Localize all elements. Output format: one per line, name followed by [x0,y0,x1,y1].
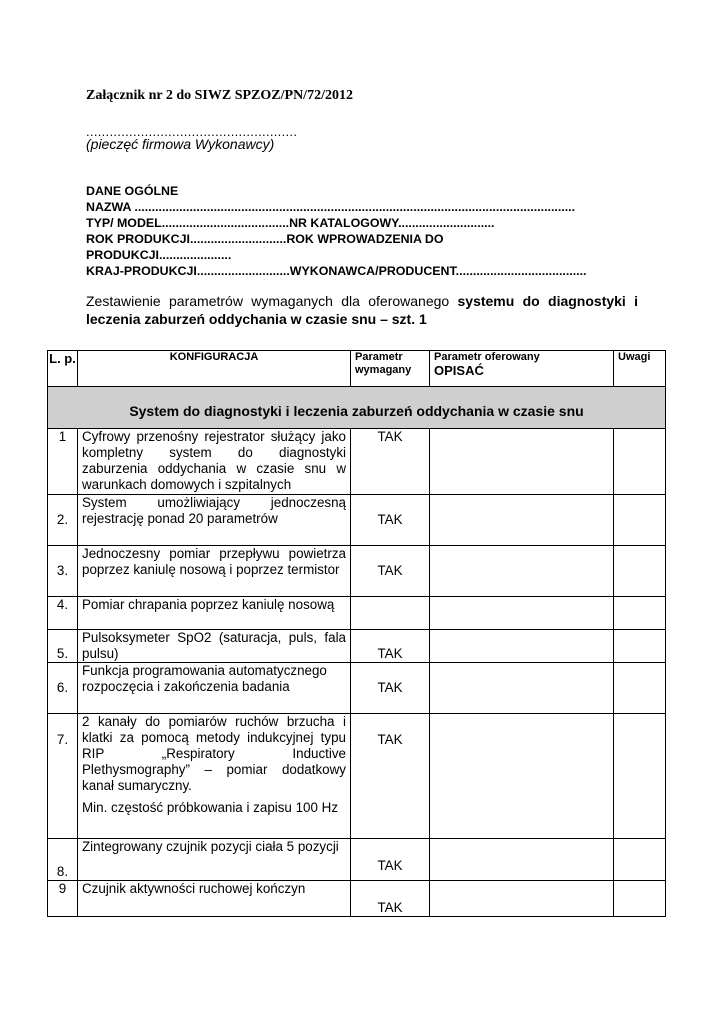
row-offered-cell[interactable] [430,663,614,714]
row-description: Funkcja programowania automatycznego rozpoczęcia i zakończenia badania [78,663,351,714]
row-required: TAK [351,881,430,917]
table-row [48,714,666,839]
row-required: TAK [351,839,430,881]
table-row [48,663,666,714]
row-offered-cell[interactable] [430,597,614,630]
header-lp: L. p. [48,351,78,387]
row-number: 3. [48,546,78,597]
row-required [351,597,430,630]
row-number: 8. [48,839,78,881]
header-konfiguracja: KONFIGURACJA [78,351,351,387]
row-number: 4. [48,597,78,630]
row-required: TAK [351,429,430,495]
header-parametr-oferowany [430,351,614,387]
row-remarks-cell[interactable] [614,429,666,495]
table-row [48,495,666,546]
row-required: TAK [351,630,430,663]
field-rok-produkcji-cont: PRODUKCJI..................... [86,248,232,262]
summary-prefix: Zestawienie parametrów wymaganych dla oferowanego [86,293,458,309]
header-uwagi: Uwagi [614,351,666,387]
row-description: Zintegrowany czujnik pozycji ciała 5 pozycji [78,839,351,881]
row-required: TAK [351,495,430,546]
row-offered-cell[interactable] [430,714,614,839]
field-typ-model: TYP/ MODEL.....................................NR KATALOGOWY............................ [86,216,495,230]
stamp-label: (pieczęć firmowa Wykonawcy) [86,136,275,152]
table-row [48,546,666,597]
row-offered-cell[interactable] [430,630,614,663]
row-number: 5. [48,630,78,663]
header-opisac: OPISAĆ [434,363,484,378]
header-ofer-label: Parametr oferowany [434,351,540,363]
row-description-cell [78,714,351,839]
table-row [48,881,666,917]
row-description: Czujnik aktywności ruchowej kończyn [78,881,351,917]
row-offered-cell[interactable] [430,881,614,917]
row-offered-cell[interactable] [430,495,614,546]
row-number: 1 [48,429,78,495]
row-description: System umożliwiający jednoczesną rejestrację ponad 20 parametrów [78,495,351,546]
row-number: 6. [48,663,78,714]
section-title: System do diagnostyki i leczenia zaburzeń oddychania w czasie snu [48,387,666,429]
row-description: 2 kanały do pomiarów ruchów brzucha i klatki za pomocą metody indukcyjnej typu RIP „Respiratory Inductive Plethysmography” – pomiar dodatkowy kanał sumaryczny. [82,714,346,793]
summary-bold: systemu do diagnostyki i leczenia zaburzeń oddychania w czasie snu – szt. 1 [86,293,639,327]
row-offered-cell[interactable] [430,839,614,881]
table-row [48,630,666,663]
section-row [48,387,666,429]
row-number: 7. [48,714,78,839]
general-data-block [86,183,646,279]
row-remarks-cell[interactable] [614,630,666,663]
header-parametr-wymagany: Parametr wymagany [351,351,430,387]
row-remarks-cell[interactable] [614,495,666,546]
table-row [48,597,666,630]
row-offered-cell[interactable] [430,429,614,495]
table-row [48,839,666,881]
row-offered-cell[interactable] [430,546,614,597]
row-remarks-cell[interactable] [614,881,666,917]
row-number: 2. [48,495,78,546]
summary-text [86,292,638,328]
row-description: Cyfrowy przenośny rejestrator służący jako kompletny system do diagnostyki zaburzenia oddychania w czasie snu w warunkach domowych i szpitalnych [78,429,351,495]
row-remarks-cell[interactable] [614,546,666,597]
document-title: Załącznik nr 2 do SIWZ SPZOZ/PN/72/2012 [86,88,353,103]
spec-table [47,350,666,917]
field-rok-produkcji: ROK PRODUKCJI............................ROK WPROWADZENIA DO [86,232,444,246]
row-required: TAK [351,714,430,839]
row-description-note: Min. częstość próbkowania i zapisu 100 Hz [82,800,339,815]
row-required: TAK [351,546,430,597]
general-heading: DANE OGÓLNE [86,184,179,198]
row-description: Pomiar chrapania poprzez kaniulę nosową [78,597,351,630]
row-remarks-cell[interactable] [614,663,666,714]
row-required: TAK [351,663,430,714]
stamp-dots: ...................................................... [86,124,298,139]
row-remarks-cell[interactable] [614,597,666,630]
row-remarks-cell[interactable] [614,839,666,881]
row-remarks-cell[interactable] [614,714,666,839]
field-kraj-produkcji: KRAJ-PRODUKCJI...........................WYKONAWCA/PRODUCENT...................................... [86,264,587,278]
row-description: Pulsoksymeter SpO2 (saturacja, puls, fala pulsu) [78,630,351,663]
table-row [48,429,666,495]
field-nazwa: NAZWA ................................................................................................................................ [86,200,576,214]
row-description: Jednoczesny pomiar przepływu powietrza poprzez kaniulę nosową i poprzez termistor [78,546,351,597]
row-number: 9 [48,881,78,917]
table-header-row [48,351,666,387]
